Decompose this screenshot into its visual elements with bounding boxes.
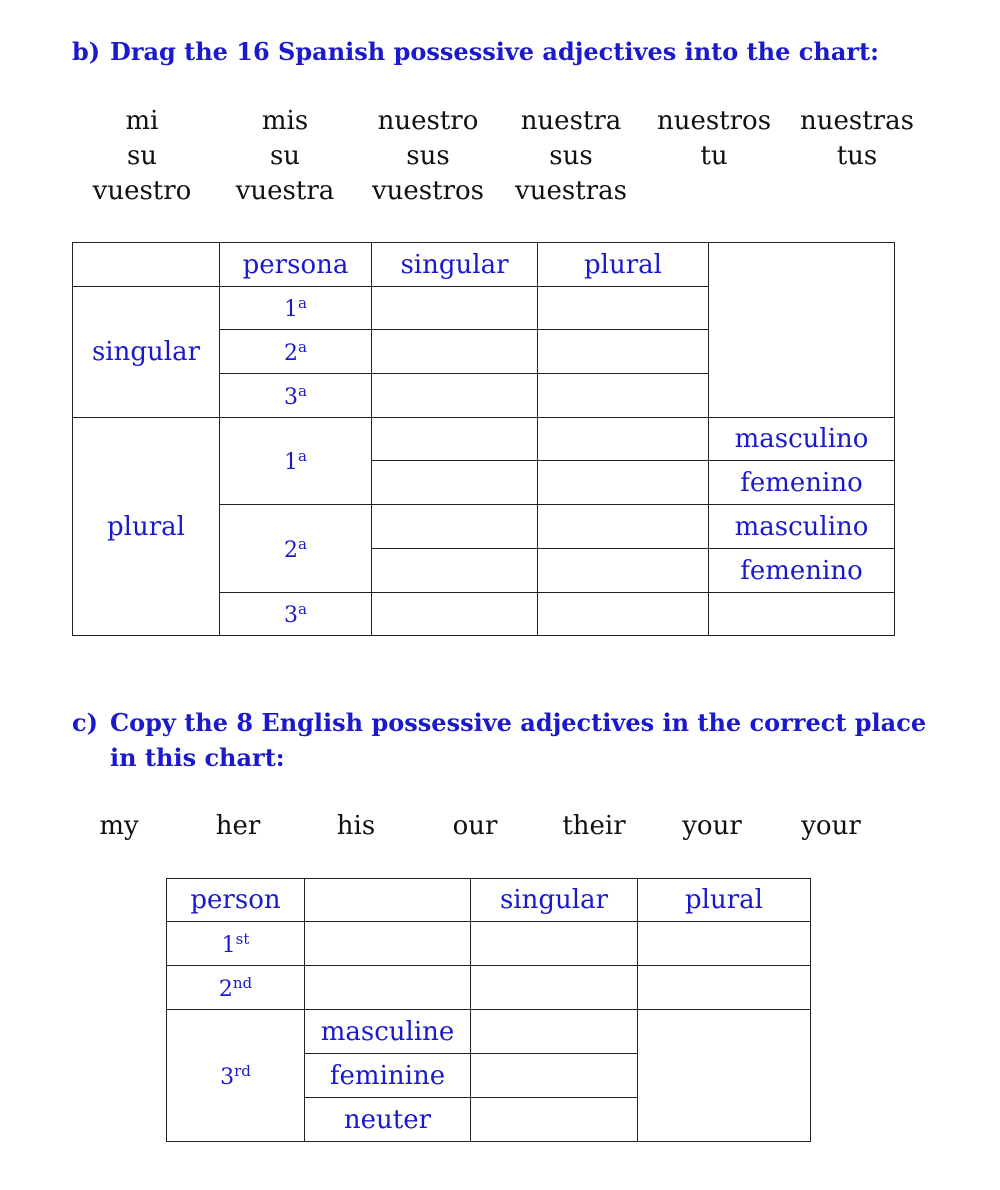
drop-slot[interactable]: [372, 330, 538, 374]
draggable-word[interactable]: nuestros: [656, 106, 772, 136]
section-c-heading: [72, 705, 952, 775]
person-3rd-singular: 3$^a$: [220, 374, 372, 418]
drop-slot[interactable]: [538, 374, 709, 418]
answer-slot[interactable]: [471, 1054, 638, 1098]
header-singular: singular: [471, 879, 638, 922]
corner-cell: [73, 243, 220, 287]
section-c-marker: c): [72, 708, 98, 737]
draggable-word[interactable]: vuestras: [515, 176, 627, 206]
row-group-plural: plural: [73, 418, 220, 636]
blank-gender-cell: [305, 922, 471, 966]
header-singular: singular: [372, 243, 538, 287]
section-b-heading: [72, 34, 952, 69]
draggable-word[interactable]: their: [562, 811, 626, 841]
draggable-word[interactable]: vuestra: [235, 176, 335, 206]
header-person: person: [167, 879, 305, 922]
draggable-word[interactable]: your: [682, 811, 742, 841]
section-b-marker: b): [72, 37, 101, 66]
person-2nd-singular: 2$^a$: [220, 330, 372, 374]
blank-gender-column: [709, 243, 895, 418]
answer-slot-3rd-plural[interactable]: [638, 1010, 811, 1142]
draggable-word[interactable]: tu: [700, 141, 728, 171]
drop-slot[interactable]: [538, 418, 709, 461]
answer-slot[interactable]: [471, 1098, 638, 1142]
answer-slot[interactable]: [638, 966, 811, 1010]
drop-slot[interactable]: [538, 549, 709, 593]
draggable-word[interactable]: mis: [261, 106, 309, 136]
header-plural: plural: [538, 243, 709, 287]
draggable-word[interactable]: nuestro: [377, 106, 479, 136]
gender-feminine: feminine: [305, 1054, 471, 1098]
gender-feminine: femenino: [709, 461, 895, 505]
answer-slot[interactable]: [471, 1010, 638, 1054]
draggable-word[interactable]: vuestros: [371, 176, 485, 206]
gender-neuter: neuter: [305, 1098, 471, 1142]
person-2nd: 2nd: [167, 966, 305, 1010]
drop-slot[interactable]: [538, 505, 709, 549]
answer-slot[interactable]: [471, 966, 638, 1010]
gender-feminine: femenino: [709, 549, 895, 593]
gender-masculine: masculino: [709, 418, 895, 461]
person-2nd-plural: 2$^a$: [220, 505, 372, 593]
drop-slot[interactable]: [538, 593, 709, 636]
blank-gender-cell: [305, 966, 471, 1010]
draggable-word[interactable]: su: [269, 141, 301, 171]
blank-gender-cell: [709, 593, 895, 636]
answer-slot[interactable]: [638, 922, 811, 966]
draggable-word[interactable]: nuestra: [520, 106, 622, 136]
draggable-word[interactable]: sus: [549, 141, 593, 171]
person-3rd: 3rd: [167, 1010, 305, 1142]
header-plural: plural: [638, 879, 811, 922]
draggable-word[interactable]: my: [99, 811, 139, 841]
spanish-possessive-chart: [72, 242, 895, 636]
draggable-word[interactable]: his: [336, 811, 376, 841]
draggable-word[interactable]: tus: [836, 141, 878, 171]
drop-slot[interactable]: [372, 593, 538, 636]
draggable-word[interactable]: nuestras: [800, 106, 914, 136]
gender-masculine: masculino: [709, 505, 895, 549]
drop-slot[interactable]: [372, 549, 538, 593]
person-1st: 1st: [167, 922, 305, 966]
drop-slot[interactable]: [372, 287, 538, 330]
person-3rd-plural: 3$^a$: [220, 593, 372, 636]
draggable-word[interactable]: your: [801, 811, 861, 841]
draggable-word[interactable]: vuestro: [92, 176, 192, 206]
english-possessive-chart: [166, 878, 811, 1142]
draggable-word[interactable]: our: [452, 811, 498, 841]
gender-masculine: masculine: [305, 1010, 471, 1054]
section-b-instruction: Drag the 16 Spanish possessive adjectives into the chart:: [110, 37, 879, 66]
header-persona: persona: [220, 243, 372, 287]
drop-slot[interactable]: [538, 461, 709, 505]
row-group-singular: singular: [73, 287, 220, 418]
drop-slot[interactable]: [372, 505, 538, 549]
draggable-word[interactable]: sus: [406, 141, 450, 171]
section-c-instruction: Copy the 8 English possessive adjectives in the correct place in this chart:: [110, 708, 927, 772]
draggable-word[interactable]: her: [215, 811, 261, 841]
draggable-word[interactable]: su: [126, 141, 158, 171]
drop-slot[interactable]: [372, 461, 538, 505]
drop-slot[interactable]: [372, 374, 538, 418]
person-1st-plural: 1$^a$: [220, 418, 372, 505]
blank-header-cell: [305, 879, 471, 922]
drop-slot[interactable]: [538, 330, 709, 374]
person-1st-singular: 1$^a$: [220, 287, 372, 330]
drop-slot[interactable]: [538, 287, 709, 330]
answer-slot[interactable]: [471, 922, 638, 966]
draggable-word[interactable]: mi: [125, 106, 159, 136]
drop-slot[interactable]: [372, 418, 538, 461]
